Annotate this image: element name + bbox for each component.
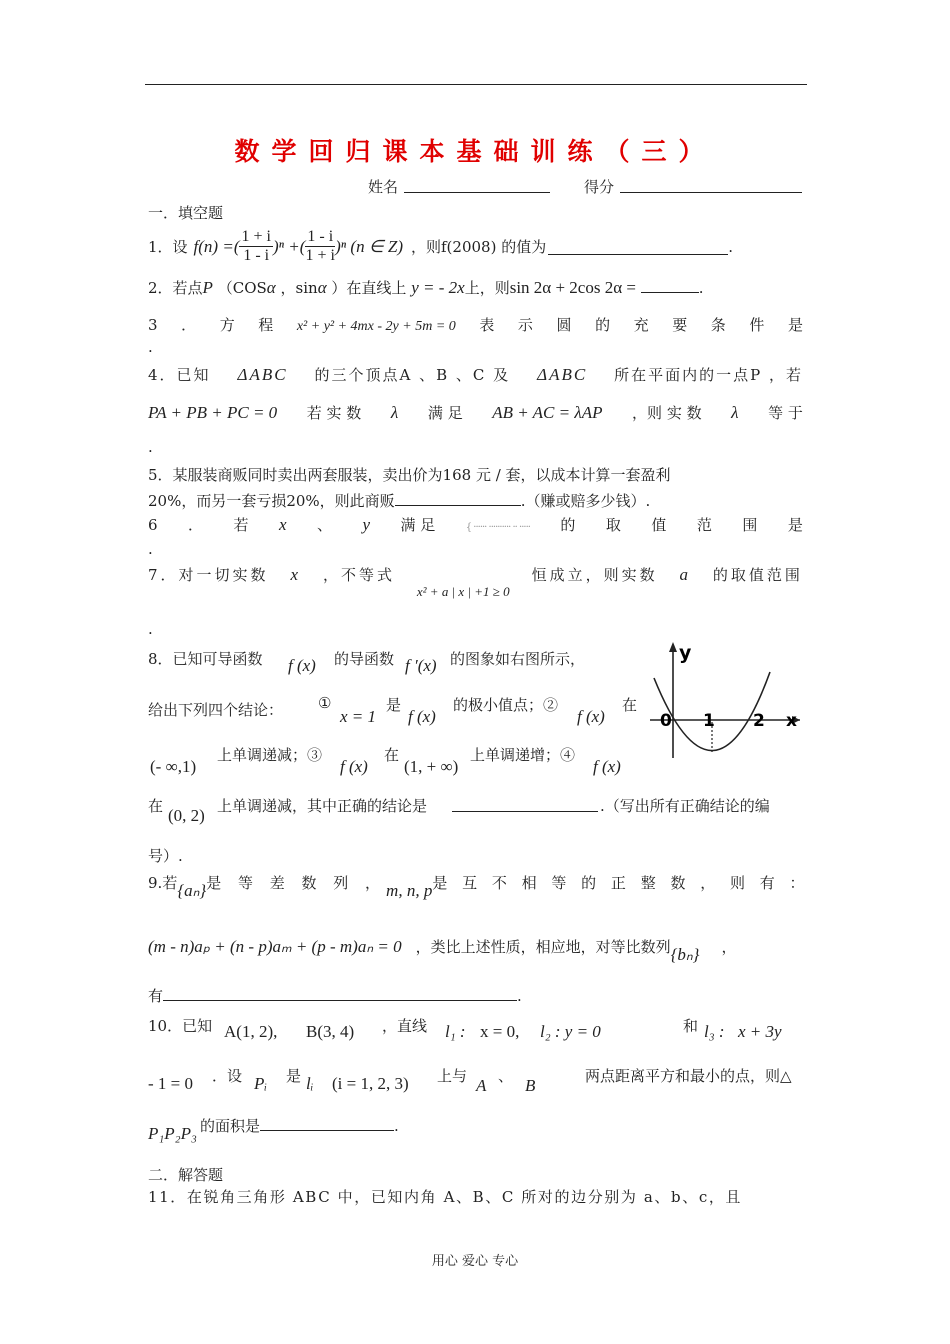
q9-t2: ， xyxy=(721,938,737,956)
q3-end: . xyxy=(148,338,153,356)
q8-text1: 8．已知可导函数 xyxy=(148,650,263,668)
q11-text: 11．在锐角三角形 ABC 中，已知内角 A、B、C 所对的边分别为 a、b、c，且 xyxy=(148,1188,743,1206)
q1-frac-2 xyxy=(305,228,335,265)
q9-w1: 若 xyxy=(162,874,178,892)
q8-text5: 的极小值点；② xyxy=(453,696,559,714)
q1-frac-1-num: 1 + i xyxy=(241,228,271,245)
q6-dot: ． xyxy=(188,516,204,534)
q8-zai-2: 在 xyxy=(384,746,400,764)
question-1 xyxy=(148,228,733,265)
q8-interval-3: (0, 2) xyxy=(168,806,205,825)
q10-end: . xyxy=(394,1117,399,1135)
q6-end: . xyxy=(148,540,153,558)
q8-t10: 号）. xyxy=(148,847,183,865)
q4-w4: 等 于 xyxy=(768,404,803,422)
q2-sin: sin xyxy=(295,279,318,297)
q8-t7: 上单调递增；④ xyxy=(470,746,576,764)
q7-text1: 7．对一切实数 xyxy=(148,566,269,584)
q8-fx-5: f (x) xyxy=(593,757,621,776)
q10-eq3b: - 1 = 0 xyxy=(148,1074,193,1093)
q6-word: 是 xyxy=(787,516,803,534)
q2-line: y = - 2x xyxy=(411,278,465,297)
q3-word: 圆 xyxy=(556,316,572,334)
q8-t9: .（写出所有正确结论的编 xyxy=(600,797,770,815)
q10-num: 10．已知 xyxy=(148,1017,213,1035)
question-2 xyxy=(148,277,704,298)
q2-answer-blank[interactable] xyxy=(641,277,699,293)
q8-fx-2: f (x) xyxy=(408,707,436,726)
q10-shi: 是 xyxy=(286,1067,302,1085)
q4-vec1: PA + PB + PC = 0 xyxy=(148,403,278,422)
q1-lhs: f(n) =( xyxy=(193,236,240,256)
q3-word: 示 xyxy=(517,316,533,334)
q5-line-2a: 20%，而另一套亏损20%，则此商贩 xyxy=(148,492,395,510)
q3-word: 的 xyxy=(595,316,611,334)
q6-word: 范 xyxy=(696,516,712,534)
q4-vec2: AB + AC = λAP xyxy=(492,403,603,422)
q8-text4: 给出下列四个结论： xyxy=(148,701,284,719)
q7-a: a xyxy=(679,565,691,584)
q7-end: . xyxy=(148,620,153,638)
q10-t5 xyxy=(200,1115,399,1136)
q8-zai-3: 在 xyxy=(148,797,164,815)
q2-cos: COS xyxy=(232,279,267,297)
q3-word: 是 xyxy=(787,316,803,334)
question-7 xyxy=(148,564,803,599)
q4-lambda-2: λ xyxy=(731,403,739,422)
q2-end: . xyxy=(698,279,704,297)
q9-end: . xyxy=(517,987,522,1005)
q9-w3: 是 互 不 相 等 的 正 整 数 ， 则 有 ： xyxy=(432,874,810,892)
score-label: 得分 xyxy=(584,178,615,196)
q6-x: x xyxy=(278,515,287,534)
q2-alpha-1: α xyxy=(266,278,276,297)
q4-text1: 的三个顶点A 、B 、C 及 xyxy=(314,366,511,384)
q10-t1: ，直线 xyxy=(382,1017,428,1035)
q6-sep: 、 xyxy=(317,516,333,534)
q7-text4: 的取值范围 xyxy=(712,566,803,584)
q2-num: 2．若点 xyxy=(148,279,203,297)
q8-text3: 的图象如右图所示， xyxy=(450,650,586,668)
q7-text2: ，不等式 xyxy=(322,566,395,584)
q8-fx-3: f (x) xyxy=(577,707,605,726)
q4-end: . xyxy=(148,438,153,456)
q5-line-1: 5．某服装商贩同时卖出两套服装，卖出价为168 元 / 套，以成本计算一套盈利 xyxy=(148,466,671,484)
q9-t1: ，类比上述性质，相应地，对等比数列 xyxy=(415,938,671,956)
q4-w2: 满 足 xyxy=(427,404,463,422)
q8-is: 是 xyxy=(386,696,402,714)
score-blank[interactable] xyxy=(620,177,802,193)
q10-t5-text: 的面积是 xyxy=(200,1117,261,1135)
question-4-line-2 xyxy=(148,402,803,423)
q9-w2: 是 等 差 数 列 ， xyxy=(206,874,387,892)
y-axis-arrow xyxy=(669,642,677,652)
q10-P123: P₁P₂P₃ xyxy=(148,1124,197,1143)
q8-fpx: f ′(x) xyxy=(405,656,437,675)
q9-answer-line xyxy=(148,985,522,1006)
question-9-line-2 xyxy=(148,936,737,964)
q1-num: 1．设 xyxy=(148,238,188,256)
q3-num: 3 xyxy=(148,316,158,334)
q6-word: 取 xyxy=(605,516,621,534)
q8-text2: 的导函数 xyxy=(334,650,395,668)
q3-word: 方 xyxy=(219,316,235,334)
q10-t3: 上与 xyxy=(437,1067,468,1085)
q4-tri-2: ΔABC xyxy=(537,365,588,384)
question-6 xyxy=(148,514,803,535)
footer: 用心 爱心 专心 xyxy=(431,1254,519,1269)
q3-word: 条 xyxy=(710,316,726,334)
graph-y-label: y xyxy=(679,642,692,664)
q10-A-point: A xyxy=(476,1076,487,1095)
question-9-line-1 xyxy=(148,872,810,900)
q9-num: 9. xyxy=(148,874,163,892)
q1-text: ，则f(2008) 的值为 xyxy=(411,238,547,256)
q4-tri-1: ΔABC xyxy=(237,365,288,384)
q10-eq3: x + 3y xyxy=(738,1022,782,1041)
q1-frac-1-den: 1 - i xyxy=(243,247,270,264)
top-rule xyxy=(145,84,807,85)
q10-Pi: Pᵢ xyxy=(254,1074,268,1093)
q10-range: (i = 1, 2, 3) xyxy=(332,1074,409,1093)
q5-line-2 xyxy=(148,490,650,511)
q9-an: {aₙ} xyxy=(177,881,207,900)
question-4-line-1 xyxy=(148,364,803,385)
q3-word: 程 xyxy=(258,316,274,334)
q8-t8: 上单调递减，其中正确的结论是 xyxy=(217,797,428,815)
q6-w2: 满 足 xyxy=(400,516,436,534)
q9-mnp: m, n, p xyxy=(386,881,433,900)
q2-comma: ， xyxy=(280,279,296,297)
q10-t4: 两点距离平方和最小的点，则△ xyxy=(585,1067,792,1085)
q10-answer-blank[interactable] xyxy=(260,1115,394,1131)
q3-word: 件 xyxy=(749,316,765,334)
q4-num: 4．已知 xyxy=(148,366,211,384)
q9-answer-blank[interactable] xyxy=(163,985,517,1001)
q4-lambda-1: λ xyxy=(390,403,399,422)
q9-bn: {bₙ} xyxy=(670,945,700,964)
section-solve: 二．解答题 xyxy=(148,1166,224,1184)
q10-B: B(3, 4) xyxy=(306,1022,355,1041)
q6-w1: 若 xyxy=(233,516,249,534)
q2-p: P xyxy=(202,278,213,297)
q5-answer-blank[interactable] xyxy=(395,490,521,506)
q10-l2: l₂ : y = 0 xyxy=(540,1022,601,1041)
q10-he: 和 xyxy=(683,1017,699,1035)
q4-w1: 若 实 数 xyxy=(306,404,362,422)
q1-frac-1 xyxy=(239,228,272,265)
q8-answer-blank[interactable] xyxy=(452,796,598,812)
q1-tail: )ⁿ (n ∈ Z) xyxy=(335,236,403,256)
q1-answer-blank[interactable] xyxy=(548,239,728,255)
q6-num: 6 xyxy=(148,516,158,534)
q3-word: 表 xyxy=(479,316,495,334)
q8-t6: 上单调递减；③ xyxy=(217,746,323,764)
q3-expr: x² + y² + 4mx - 2y + 5m = 0 xyxy=(296,319,456,334)
q3-dot: ． xyxy=(181,316,197,334)
q8-c1: ① xyxy=(318,694,332,712)
q9-you: 有 xyxy=(148,987,164,1005)
graph-tick-1: 1 xyxy=(703,711,715,731)
graph-x-label: x xyxy=(786,711,797,731)
q10-dun: 、 xyxy=(498,1067,514,1085)
q6-word: 的 xyxy=(560,516,576,534)
graph-tick-2: 2 xyxy=(753,711,765,731)
q10-t2: ．设 xyxy=(212,1067,243,1085)
q2-alpha-2: α xyxy=(317,278,327,297)
q8-x1: x = 1 xyxy=(340,707,377,726)
q8-fx: f (x) xyxy=(288,656,316,675)
q2-expr: sin 2α + 2cos 2α = xyxy=(509,278,636,297)
q1-frac-2-num: 1 - i xyxy=(307,228,334,245)
section-fill: 一．填空题 xyxy=(148,204,224,222)
q10-l3: l₃ : xyxy=(704,1022,725,1041)
q10-eq1: x = 0, xyxy=(480,1022,520,1041)
q5-line-2b: .（赚或赔多少钱）. xyxy=(520,492,651,510)
q6-word: 值 xyxy=(651,516,667,534)
q10-B-point: B xyxy=(525,1076,536,1095)
q10-l1: l₁ : xyxy=(445,1022,466,1041)
q6-word: 围 xyxy=(742,516,758,534)
name-label: 姓名 xyxy=(368,178,399,196)
q9-eq: (m - n)aₚ + (n - p)aₘ + (p - m)aₙ = 0 xyxy=(148,937,402,956)
q7-x: x xyxy=(290,565,302,584)
q1-end: . xyxy=(728,237,733,256)
q8-zai-1: 在 xyxy=(622,696,638,714)
q8-interval-1: (- ∞,1) xyxy=(150,757,197,776)
graph-origin-label: 0 xyxy=(660,711,672,731)
q8-interval-2: (1, + ∞) xyxy=(404,757,459,776)
q7-ineq: x² + a | x | +1 ≥ 0 xyxy=(416,584,510,599)
page-title: 数学回归课本基础训练（三） xyxy=(234,137,716,166)
q1-frac-2-den: 1 + i xyxy=(305,247,335,264)
q6-system: { ······ ·········· ·· ····· xyxy=(465,522,530,533)
q4-text2: 所在平面内的一点P ，若 xyxy=(614,366,803,384)
q2-text1: ）在直线上 xyxy=(331,279,407,297)
q1-mid: )ⁿ +( xyxy=(272,236,306,256)
q10-A: A(1, 2), xyxy=(224,1022,278,1041)
derivative-graph xyxy=(640,636,810,761)
q2-text2: 上，则 xyxy=(464,279,510,297)
q6-y: y xyxy=(362,515,371,534)
q3-word: 要 xyxy=(672,316,688,334)
q4-w3: ，则 实 数 xyxy=(632,404,702,422)
question-3 xyxy=(148,314,803,335)
q10-li: lᵢ xyxy=(306,1074,314,1093)
q8-fx-4: f (x) xyxy=(340,757,368,776)
name-blank[interactable] xyxy=(404,177,550,193)
q3-word: 充 xyxy=(633,316,649,334)
q7-text3: 恒成立，则实数 xyxy=(531,566,658,584)
q2-open: （ xyxy=(217,279,233,297)
